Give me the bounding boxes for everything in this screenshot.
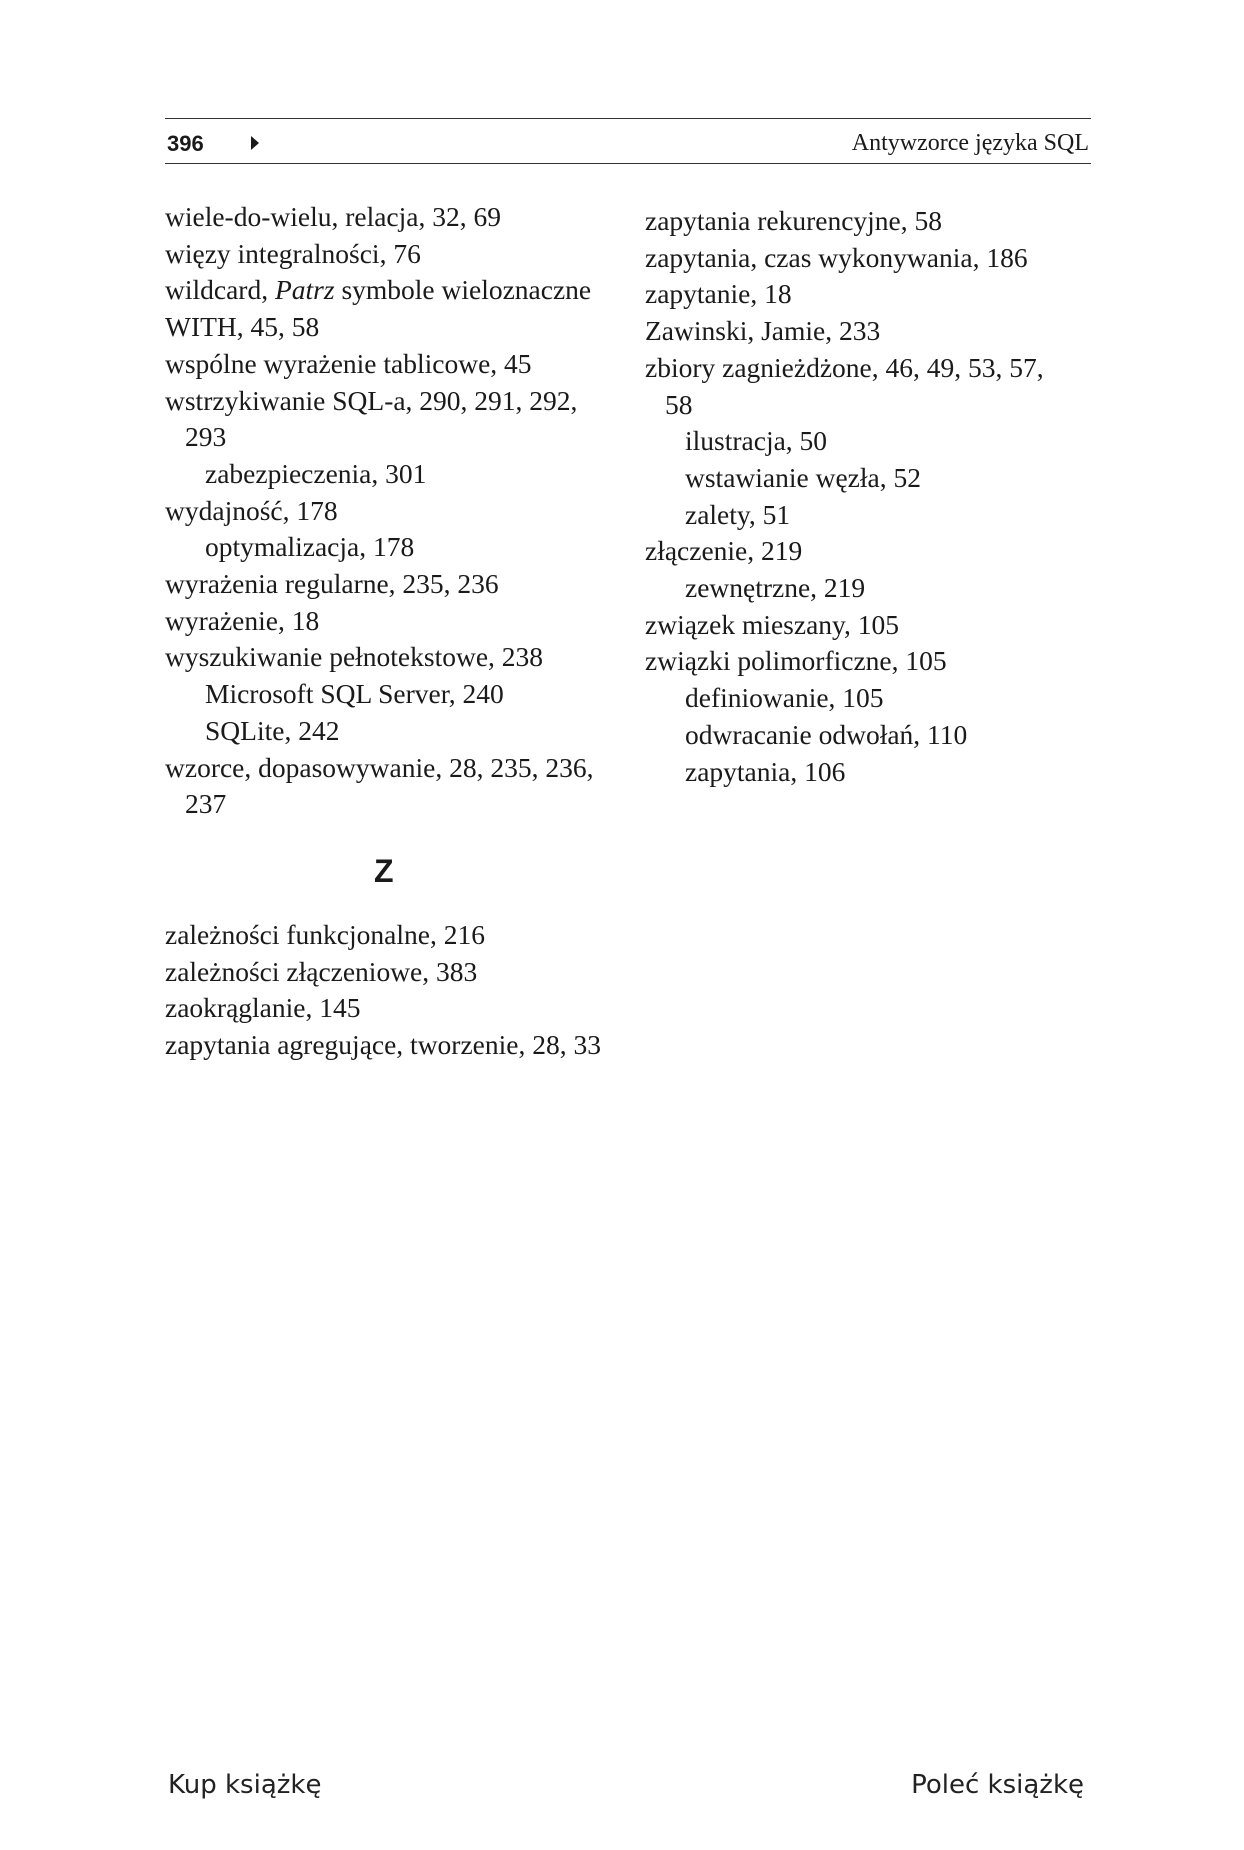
index-subentry: zapytania, 106 <box>685 755 846 787</box>
index-entry: wiele-do-wielu, relacja, 32, 69 <box>165 201 501 232</box>
index-entry: zbiory zagnieżdżone, 46, 49, 53, 57, <box>645 351 1044 383</box>
index-entry: Zawinski, Jamie, 233 <box>645 315 881 347</box>
index-entry: zaokrąglanie, 145 <box>165 992 361 1024</box>
index-entry: zapytanie, 18 <box>645 278 792 310</box>
index-entry-target: symbole wieloznaczne <box>334 274 592 306</box>
index-entry: zależności złączeniowe, 383 <box>165 955 478 987</box>
recommend-book-link[interactable]: Poleć książkę <box>911 1770 1084 1800</box>
index-entry: więzy integralności, 76 <box>165 237 421 269</box>
index-entry: wyrażenie, 18 <box>165 604 320 636</box>
buy-book-link[interactable]: Kup książkę <box>168 1770 322 1800</box>
index-subentry: Microsoft SQL Server, 240 <box>205 678 504 710</box>
index-subentry: ilustracja, 50 <box>685 425 828 457</box>
index-entry: wydajność, 178 <box>165 494 338 526</box>
index-entry: wyszukiwanie pełnotekstowe, 238 <box>165 641 544 673</box>
index-column-right <box>645 203 1095 790</box>
running-header <box>165 118 1091 164</box>
running-title: Antywzorce języka SQL <box>851 130 1089 156</box>
index-column-left <box>165 199 615 823</box>
index-entry: wzorce, dopasowywanie, 28, 235, 236, <box>165 751 594 783</box>
index-subentry: odwracanie odwołań, 110 <box>685 718 968 750</box>
index-entry: zapytania rekurencyjne, 58 <box>645 205 943 236</box>
index-entry: wspólne wyrażenie tablicowe, 45 <box>165 347 532 379</box>
index-subentry: SQLite, 242 <box>205 714 340 746</box>
index-entry-term: wildcard, <box>165 274 275 306</box>
index-subentry: zabezpieczenia, 301 <box>205 457 427 489</box>
index-entry: zapytania agregujące, tworzenie, 28, 33 <box>165 1029 601 1061</box>
index-entry: wyrażenia regularne, 235, 236 <box>165 568 499 600</box>
section-letter-heading: Z <box>374 853 394 889</box>
index-subentry: optymalizacja, 178 <box>205 531 415 563</box>
index-subentry: zalety, 51 <box>685 498 791 530</box>
cross-reference: Patrz <box>274 274 335 306</box>
index-entry: WITH, 45, 58 <box>165 311 320 343</box>
index-entry: związki polimorficzne, 105 <box>645 645 947 677</box>
index-subentry: wstawianie węzła, 52 <box>685 461 921 493</box>
index-entry: zależności funkcjonalne, 216 <box>165 919 485 950</box>
index-entry: wstrzykiwanie SQL-a, 290, 291, 292, <box>165 384 578 416</box>
index-entry <box>165 272 615 309</box>
index-entry-continuation: 293 <box>185 421 227 453</box>
index-entry-continuation: 237 <box>185 788 227 820</box>
index-subentry: definiowanie, 105 <box>685 682 884 714</box>
page-number: 396 <box>167 131 204 156</box>
index-entry-continuation: 58 <box>665 388 693 420</box>
arrow-right-icon <box>251 136 259 150</box>
index-entry: związek mieszany, 105 <box>645 608 900 640</box>
index-section-z <box>165 917 765 1064</box>
index-subentry: zewnętrzne, 219 <box>685 572 866 604</box>
index-entry: złączenie, 219 <box>645 535 803 567</box>
index-entry: zapytania, czas wykonywania, 186 <box>645 241 1028 273</box>
